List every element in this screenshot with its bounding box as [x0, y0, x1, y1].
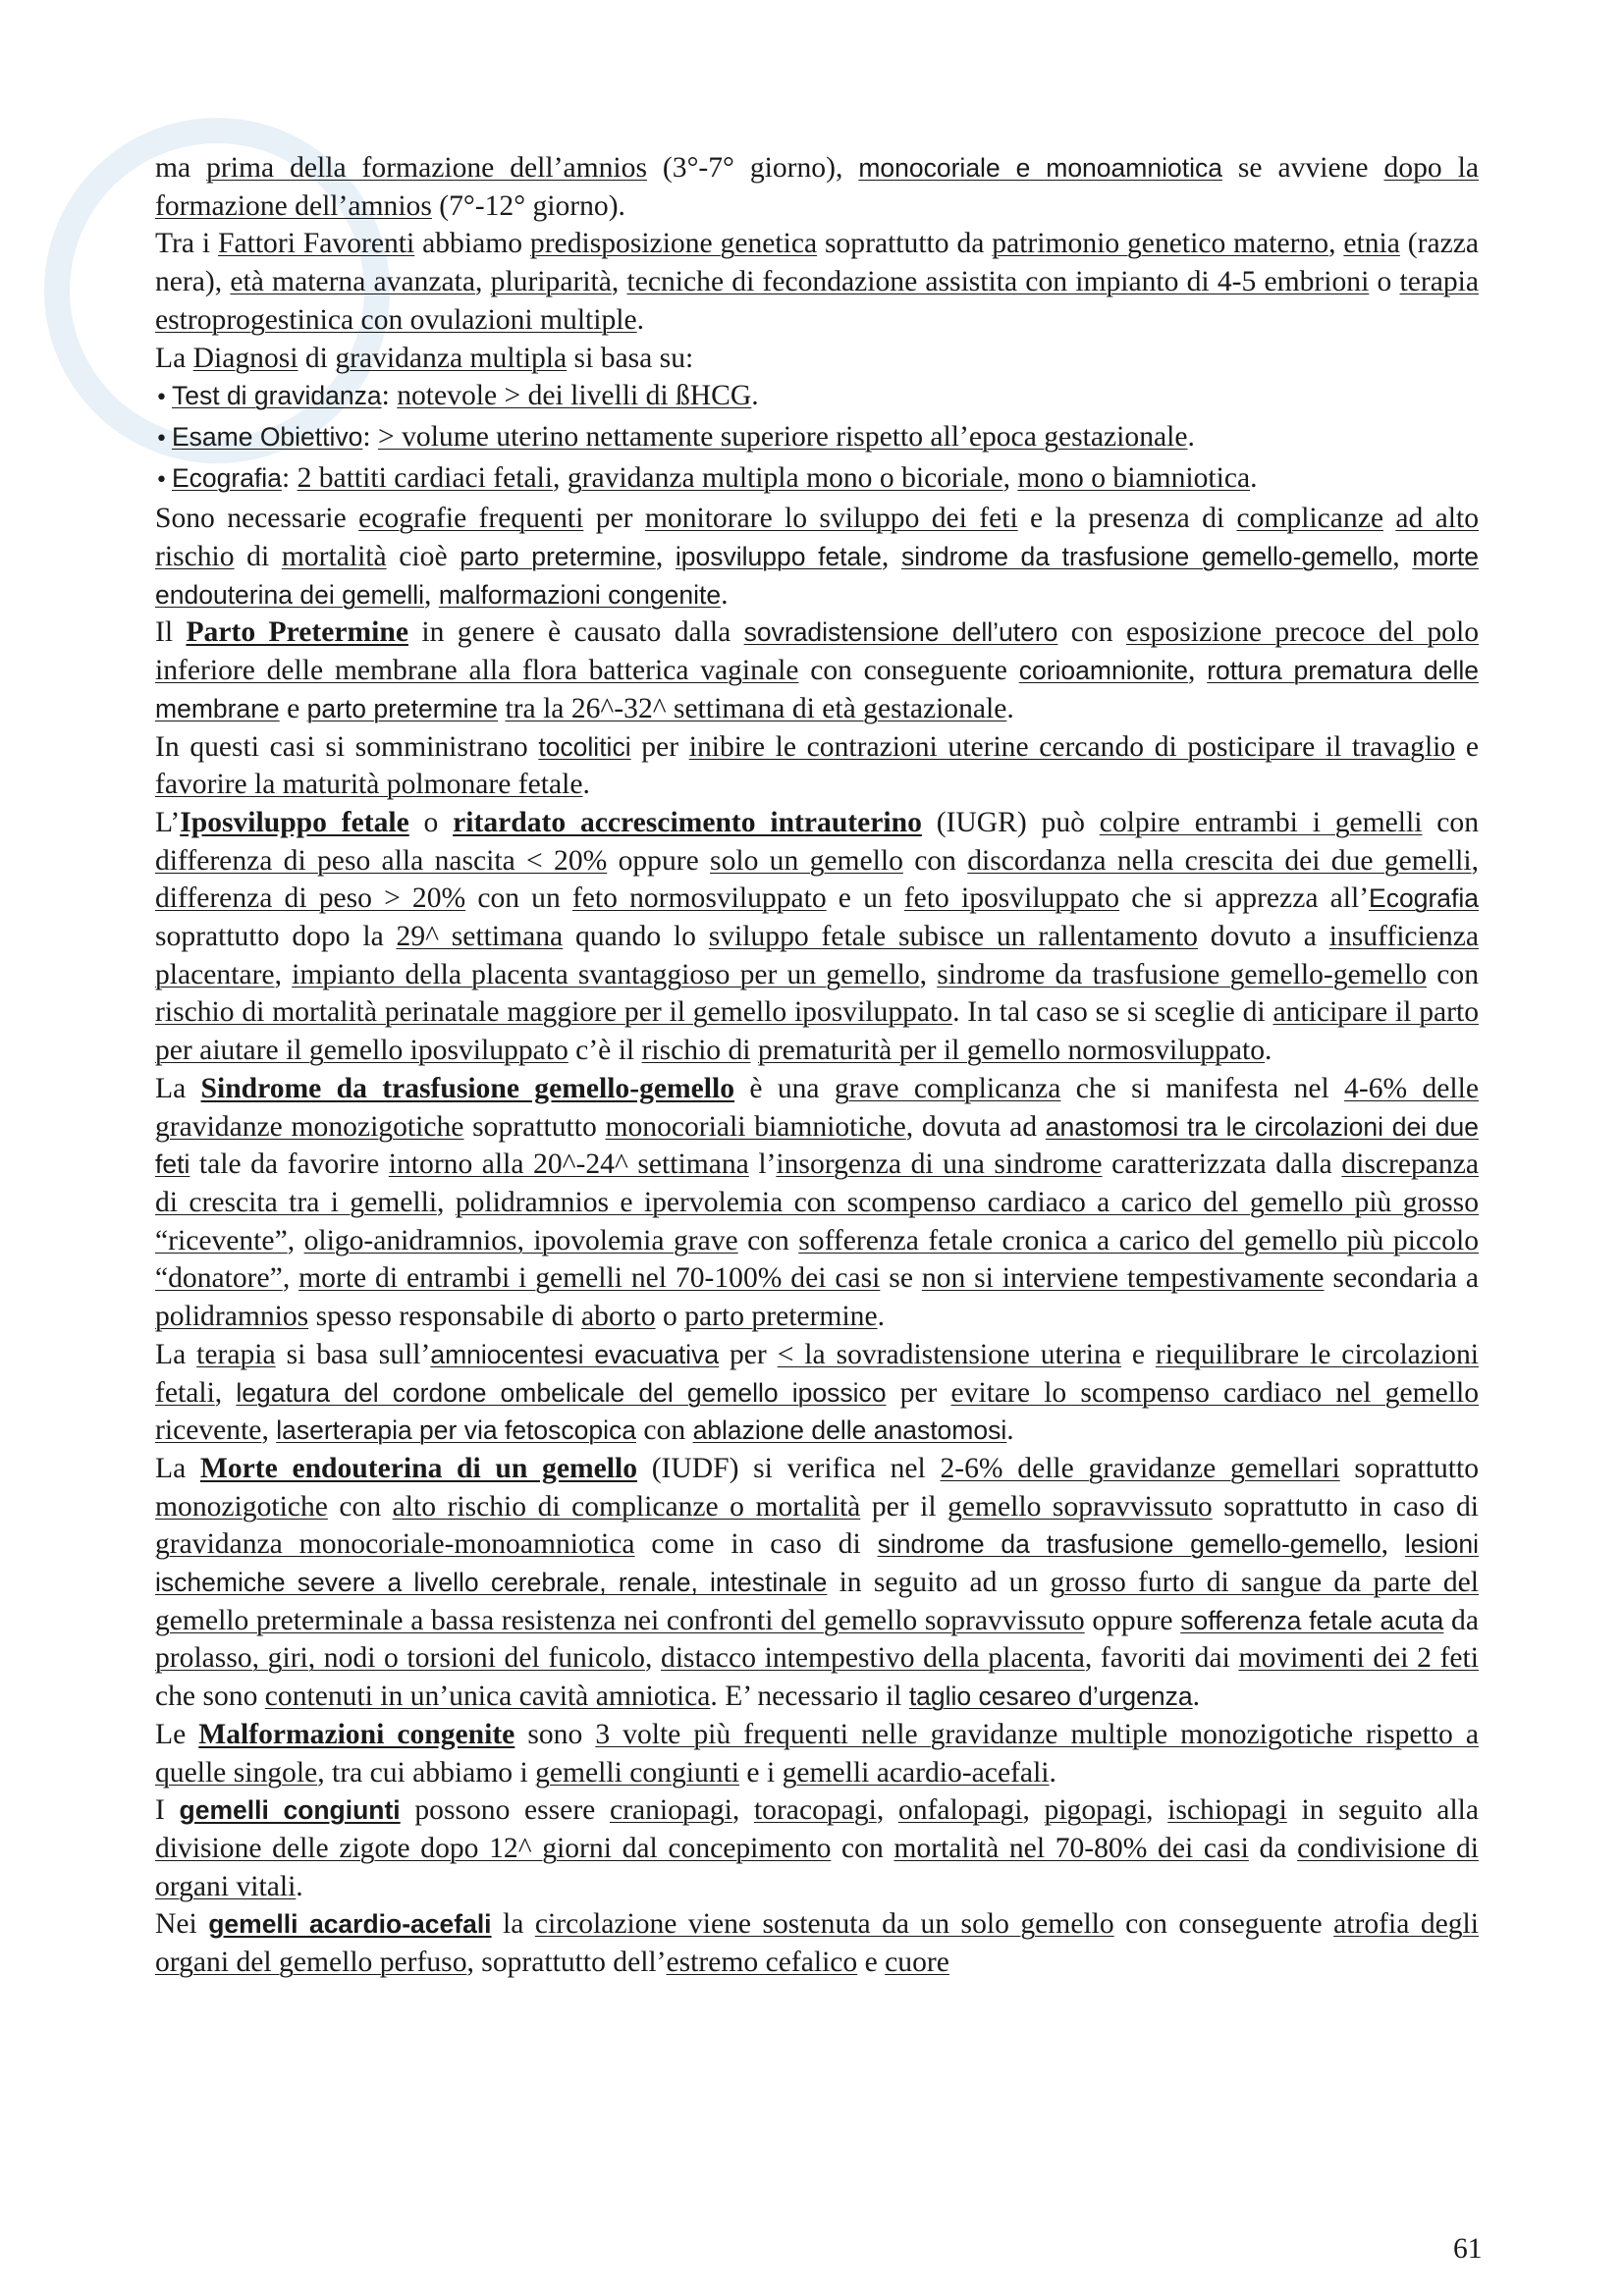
- text: per il: [860, 1490, 948, 1522]
- paragraph-iposviluppo: [155, 804, 1479, 1070]
- text: notevole > dei livelli di ßHCG: [397, 380, 752, 412]
- text: ad alto rischio: [155, 503, 1480, 573]
- text: condivisione di organi vitali: [155, 1832, 1479, 1902]
- text: ,: [214, 1376, 237, 1409]
- text: da: [1248, 1832, 1298, 1864]
- text: con un: [465, 882, 572, 915]
- text: quando lo: [563, 921, 709, 953]
- text: per: [719, 1338, 778, 1370]
- text: divisione delle zigote dopo 12^ giorni dal concepimento: [155, 1832, 832, 1864]
- text: favorire la maturità polmonare fetale: [155, 769, 583, 801]
- paragraph-gemelli-congiunti: [155, 1791, 1479, 1905]
- text: ,: [553, 461, 568, 494]
- text: sofferenza fetale cronica a carico del gemello più piccolo “donatore”: [155, 1224, 1480, 1295]
- text: grosso furto di sangue da parte del gemello preterminale a bassa resistenza nei confronti del gemello sopravvissuto: [155, 1567, 1479, 1636]
- text: ,: [1392, 541, 1413, 573]
- text: lesioni ischemiche severe a livello cerebrale, renale, intestinale: [155, 1529, 1479, 1598]
- text: soprattutto dopo la: [155, 921, 397, 953]
- text: c’è il: [568, 1035, 642, 1067]
- text: inibire le contrazioni uterine cercando di posticipare il travaglio: [688, 730, 1456, 763]
- text: morte endouterina dei gemelli: [155, 542, 1480, 610]
- text: caratterizzata dalla: [1102, 1148, 1342, 1181]
- text: anastomosi tra le circolazioni dei due feti: [155, 1111, 1479, 1180]
- text: laserterapia per via fetoscopica: [276, 1415, 637, 1446]
- text: differenza di peso > 20%: [155, 882, 466, 915]
- text: gemelli congiunti: [179, 1795, 401, 1826]
- text: (IUGR) può: [921, 806, 1100, 838]
- text: si basa sull’: [275, 1338, 431, 1370]
- text: .: [636, 303, 645, 336]
- text: Iposviluppo fetale: [180, 806, 409, 838]
- text: prolasso, giri, nodi o torsioni del funicolo: [155, 1642, 645, 1675]
- text: con conseguente: [1113, 1908, 1334, 1941]
- text: ,: [437, 1186, 456, 1218]
- text: terapia: [196, 1338, 276, 1370]
- text: per: [583, 503, 645, 535]
- text: in seguito alla: [1286, 1794, 1480, 1827]
- text: con: [737, 1224, 799, 1256]
- text: L’: [155, 806, 181, 838]
- text: feto iposviluppato: [903, 882, 1120, 915]
- text: ,: [261, 1415, 277, 1447]
- text: con: [902, 844, 968, 877]
- text: polidramnios: [155, 1301, 309, 1333]
- text: di: [298, 342, 336, 374]
- text: rischio di: [641, 1035, 751, 1067]
- text: .: [582, 769, 590, 801]
- text: oligo-anidramnios, ipovolemia grave: [303, 1224, 738, 1256]
- text: riequilibrare le circolazioni fetali: [155, 1338, 1479, 1409]
- text: e: [279, 692, 307, 724]
- text: sindrome da trasfusione gemello-gemello: [937, 958, 1428, 990]
- text: la: [491, 1908, 535, 1941]
- paragraph-terapia: [155, 1336, 1479, 1450]
- text: tale da favorire: [189, 1148, 389, 1181]
- text: .: [877, 1301, 886, 1333]
- text: parto pretermine: [684, 1301, 878, 1333]
- text: .: [1265, 1035, 1272, 1067]
- paragraph-acardio-acefali: [155, 1905, 1479, 1981]
- text: complicanze: [1236, 503, 1383, 535]
- text: monocoriali biamniotiche: [605, 1110, 906, 1143]
- bullet-icon: •: [155, 386, 168, 411]
- text: estremo cefalico: [666, 1947, 858, 1979]
- text: ritardato accrescimento intrauterino: [453, 806, 922, 838]
- text: [751, 1035, 758, 1066]
- text: pigopagi: [1044, 1794, 1147, 1827]
- text: e: [1455, 730, 1479, 763]
- text: , tra cui abbiamo i: [317, 1756, 536, 1789]
- text: e: [1120, 1338, 1156, 1370]
- text: morte di entrambi i gemelli nel 70-100% dei casi: [298, 1262, 881, 1295]
- text: ,: [655, 541, 676, 573]
- text: distacco intempestivo della placenta: [661, 1642, 1085, 1675]
- text: gravidanza multipla mono o bicoriale: [567, 461, 1003, 494]
- text: solo un gemello: [710, 844, 903, 877]
- text: cioè: [386, 541, 460, 573]
- text: ,: [282, 1262, 299, 1295]
- text: .: [1192, 1681, 1200, 1713]
- text: iposviluppo fetale: [675, 542, 882, 572]
- text: prematurità per il gemello normosviluppato: [757, 1035, 1266, 1067]
- text: (3°-7° giorno),: [646, 152, 859, 184]
- text: gravidanza multipla: [335, 342, 568, 374]
- text: abbiamo: [414, 228, 530, 260]
- text: dovuto a: [1197, 921, 1329, 953]
- text: rottura prematura delle membrane: [155, 656, 1479, 723]
- text: tecniche di fecondazione assistita con impianto di 4-5 embrioni: [626, 266, 1370, 298]
- bullet-test-gravidanza: [155, 377, 1479, 418]
- text: Esame Obiettivo: [171, 421, 363, 452]
- text: 2-6% delle gravidanze gemellari: [940, 1452, 1340, 1484]
- text: ma: [155, 152, 207, 184]
- text: .: [751, 380, 759, 412]
- text: e: [857, 1947, 886, 1979]
- text: amniocentesi evacuativa: [430, 1339, 720, 1369]
- text: e la presenza di: [1017, 503, 1237, 535]
- text: In questi casi si somministrano: [155, 730, 539, 763]
- text: dopo la formazione dell’amnios: [155, 152, 1479, 222]
- text: o: [1369, 266, 1400, 298]
- text: ,: [644, 1642, 662, 1675]
- text: sovradistensione dell’utero: [743, 617, 1058, 648]
- text: gemelli acardio-acefali: [782, 1756, 1050, 1789]
- text: se avviene: [1221, 152, 1384, 184]
- text: ischiopagi: [1167, 1794, 1287, 1827]
- text: mortalità nel 70-80% dei casi: [893, 1832, 1249, 1864]
- text: ecografie frequenti: [358, 503, 584, 535]
- text: ,: [1471, 844, 1479, 877]
- text: gravidanza monocoriale-monoamniotica: [155, 1528, 635, 1561]
- text: con: [1427, 958, 1479, 990]
- text: Diagnosi: [192, 342, 298, 374]
- text: legatura del cordone ombelicale del gemello ipossico: [236, 1377, 887, 1408]
- text: .: [1250, 461, 1258, 494]
- text: La: [155, 1072, 201, 1104]
- text: per: [886, 1376, 951, 1409]
- text: discrepanza di crescita tra i gemelli: [155, 1148, 1479, 1218]
- text: da: [1443, 1604, 1479, 1636]
- text: .: [1049, 1756, 1056, 1789]
- text: tra la 26^-32^ settimana di età gestazionale: [505, 692, 1007, 724]
- text: monozigotiche: [155, 1490, 328, 1522]
- text: contenuti in un’unica cavità amniotica: [264, 1681, 711, 1713]
- text: o: [408, 806, 454, 838]
- text: rischio di mortalità perinatale maggiore per il gemello iposviluppato: [155, 996, 953, 1029]
- text: circolazione viene sostenuta da un solo gemello: [534, 1908, 1114, 1941]
- text: con conseguente: [798, 655, 1019, 687]
- text: parto pretermine: [306, 693, 499, 723]
- text: oppure: [1084, 1604, 1181, 1636]
- text: ,: [1380, 1528, 1405, 1561]
- text: sviluppo fetale subisce un rallentamento: [708, 921, 1198, 953]
- text: ,: [1146, 1794, 1168, 1827]
- text: ,: [1002, 461, 1018, 494]
- text: predisposizione genetica: [529, 228, 818, 260]
- text: con: [1422, 806, 1480, 838]
- text: .: [296, 1870, 303, 1902]
- text: Tra i: [155, 228, 219, 260]
- text: < la sovradistensione uterina: [777, 1338, 1121, 1370]
- text: età materna avanzata: [230, 266, 476, 298]
- text: Malformazioni congenite: [198, 1718, 515, 1750]
- text: Le: [155, 1718, 199, 1750]
- text: esposizione precoce del polo inferiore delle membrane alla flora batterica vaginale: [155, 616, 1479, 687]
- text: alto rischio di complicanze o mortalità: [392, 1490, 861, 1522]
- text: cuore: [885, 1947, 949, 1979]
- text: , soprattutto dell’: [466, 1947, 667, 1979]
- text: ,: [475, 266, 491, 298]
- text: toracopagi: [753, 1794, 877, 1827]
- text: colpire entrambi i gemelli: [1099, 806, 1423, 838]
- text: spesso responsabile di: [308, 1301, 582, 1333]
- paragraph-fattori-favorenti: [155, 225, 1479, 339]
- text: che si apprezza all’: [1119, 882, 1370, 915]
- text: [1383, 503, 1395, 534]
- text: parto pretermine: [460, 542, 656, 572]
- text: 29^ settimana: [396, 921, 564, 953]
- text: ,: [274, 958, 293, 990]
- text: 3 volte più frequenti nelle gravidanze multiple monozigotiche rispetto a quelle singole: [155, 1718, 1479, 1789]
- text: impianto della placenta svantaggioso per un gemello: [292, 958, 920, 990]
- text: onfalopagi: [897, 1794, 1023, 1827]
- text: non si interviene tempestivamente: [921, 1262, 1325, 1295]
- text: ,: [611, 266, 627, 298]
- text: sindrome da trasfusione gemello-gemello: [900, 542, 1393, 572]
- text: . In tal caso se si sceglie di: [952, 996, 1273, 1029]
- text: soprattutto da: [817, 228, 993, 260]
- text: secondaria a: [1324, 1262, 1480, 1295]
- paragraph-morte-endouterina: [155, 1450, 1479, 1716]
- text: ,: [424, 578, 439, 611]
- text: grave complicanza: [834, 1072, 1061, 1104]
- text: gemello sopravvissuto: [947, 1490, 1213, 1522]
- text: .: [1006, 1415, 1014, 1447]
- text: Nei: [155, 1908, 209, 1941]
- bullet-icon: •: [155, 426, 168, 452]
- text: con: [831, 1832, 894, 1864]
- text: Morte endouterina di un gemello: [199, 1452, 637, 1484]
- text: ,: [287, 1224, 304, 1256]
- paragraph-tocolitici: [155, 728, 1479, 804]
- text: (razza nera),: [155, 228, 1480, 298]
- text: che si manifesta nel: [1060, 1072, 1345, 1104]
- text: Sono necessarie: [155, 503, 359, 535]
- text: etnia: [1343, 228, 1400, 260]
- text: .: [1006, 692, 1014, 724]
- text: monocoriale e monoamniotica: [858, 153, 1222, 183]
- text: patrimonio genetico materno: [992, 228, 1329, 260]
- text: l’: [748, 1148, 777, 1181]
- text: ,: [1022, 1794, 1045, 1827]
- text: Ecografia: [171, 462, 282, 493]
- paragraph-parto-pretermine: [155, 614, 1479, 727]
- text: ,: [876, 1794, 898, 1827]
- text: soprattutto in caso di: [1212, 1490, 1479, 1522]
- text: gemelli acardio-acefali: [208, 1909, 492, 1940]
- text: di: [234, 541, 282, 573]
- text: Sindrome da trasfusione gemello-gemello: [200, 1072, 735, 1104]
- paragraph-sindrome-trasfusione: [155, 1070, 1479, 1336]
- paragraph-diagnosi: [155, 340, 1479, 378]
- text: ,: [881, 541, 901, 573]
- bullet-icon: •: [155, 467, 168, 493]
- text: 2 battiti cardiaci fetali: [297, 461, 554, 494]
- text: se: [880, 1262, 922, 1295]
- document-body: [155, 149, 1479, 1982]
- text: (7°-12° giorno).: [431, 189, 625, 222]
- text: anticipare il parto per aiutare il gemello iposviluppato: [155, 996, 1480, 1067]
- text: tocolitici: [538, 731, 631, 762]
- text: . E’ necessario il: [710, 1681, 909, 1713]
- text: movimenti dei 2 feti: [1238, 1642, 1479, 1675]
- text: pluriparità: [490, 266, 612, 298]
- text: ,: [1328, 228, 1344, 260]
- text: :: [281, 461, 298, 494]
- text: > volume uterino nettamente superiore rispetto all’epoca gestazionale: [378, 420, 1188, 453]
- text: sofferenza fetale acuta: [1180, 1605, 1444, 1635]
- text: atrofia degli organi del gemello perfuso: [155, 1908, 1479, 1979]
- text: sindrome da trasfusione gemello-gemello: [877, 1529, 1381, 1560]
- text: monitorare lo sviluppo dei feti: [644, 503, 1018, 535]
- text: insorgenza di una sindrome: [776, 1148, 1103, 1181]
- text: aborto: [581, 1301, 656, 1333]
- text: in seguito ad un: [827, 1567, 1051, 1599]
- text: 4-6% delle gravidanze monozigotiche: [155, 1072, 1479, 1143]
- text: evitare lo scompenso cardiaco nel gemello ricevente: [155, 1376, 1479, 1447]
- text: mortalità: [281, 541, 387, 573]
- text: insufficienza placentare: [155, 921, 1479, 990]
- text: Il: [155, 616, 187, 649]
- text: con: [1057, 616, 1126, 649]
- text: I: [155, 1794, 180, 1827]
- text: Test di gravidanza: [171, 381, 382, 411]
- text: possono essere: [400, 1794, 610, 1827]
- text: La: [155, 342, 193, 374]
- text: feto normosviluppato: [571, 882, 827, 915]
- text: Fattori Favorenti: [218, 228, 415, 260]
- text: .: [1187, 420, 1195, 453]
- text: ablazione delle anastomosi: [692, 1415, 1007, 1446]
- text: e i: [739, 1756, 783, 1789]
- text: o: [655, 1301, 685, 1333]
- text: differenza di peso alla nascita < 20%: [155, 844, 608, 877]
- text: sono: [514, 1718, 596, 1750]
- page-number: 61: [1453, 2233, 1483, 2265]
- text: polidramnios e ipervolemia con scompenso cardiaco a carico del gemello più grosso “ricevente”: [155, 1186, 1479, 1256]
- text: malformazioni congenite: [438, 579, 722, 610]
- text: oppure: [607, 844, 711, 877]
- text: come in caso di: [634, 1528, 878, 1561]
- text: che sono: [155, 1681, 265, 1713]
- text: corioamnionite: [1018, 656, 1189, 686]
- text: prima della formazione dell’amnios: [206, 152, 647, 184]
- text: ,: [731, 1794, 754, 1827]
- paragraph-amnios: [155, 149, 1479, 225]
- text: soprattutto: [1339, 1452, 1479, 1484]
- text: , favoriti dai: [1084, 1642, 1239, 1675]
- text: (IUDF) si verifica nel: [637, 1452, 941, 1484]
- text: Ecografia: [1369, 883, 1479, 914]
- text: craniopagi: [609, 1794, 732, 1827]
- text: La: [155, 1338, 197, 1370]
- text: mono o biamniotica: [1017, 461, 1251, 494]
- text: :: [362, 420, 379, 453]
- text: Parto Pretermine: [186, 616, 408, 649]
- text: :: [381, 380, 398, 412]
- text: La: [155, 1452, 200, 1484]
- bullet-ecografia: [155, 459, 1479, 501]
- text: soprattutto: [463, 1110, 606, 1143]
- text: discordanza nella crescita dei due gemelli: [967, 844, 1472, 877]
- paragraph-malformazioni: [155, 1716, 1479, 1791]
- paragraph-ecografie-frequenti: [155, 500, 1479, 614]
- text: in genere è causato dalla: [407, 616, 744, 649]
- text: con: [636, 1415, 693, 1447]
- text: con: [327, 1490, 393, 1522]
- text: per: [630, 730, 689, 763]
- text: .: [721, 578, 729, 611]
- text: si basa su:: [567, 342, 694, 374]
- text: terapia estroprogestinica con ovulazioni multiple: [155, 266, 1480, 336]
- text: è una: [734, 1072, 835, 1104]
- text: ,: [1188, 655, 1208, 687]
- text: ,: [919, 958, 938, 990]
- text: e un: [826, 882, 904, 915]
- text: , dovuta ad: [905, 1110, 1046, 1143]
- bullet-esame-obiettivo: [155, 418, 1479, 459]
- text: taglio cesareo d’urgenza: [908, 1682, 1193, 1712]
- text: intorno alla 20^-24^ settimana: [388, 1148, 749, 1181]
- text: gemelli congiunti: [535, 1756, 740, 1789]
